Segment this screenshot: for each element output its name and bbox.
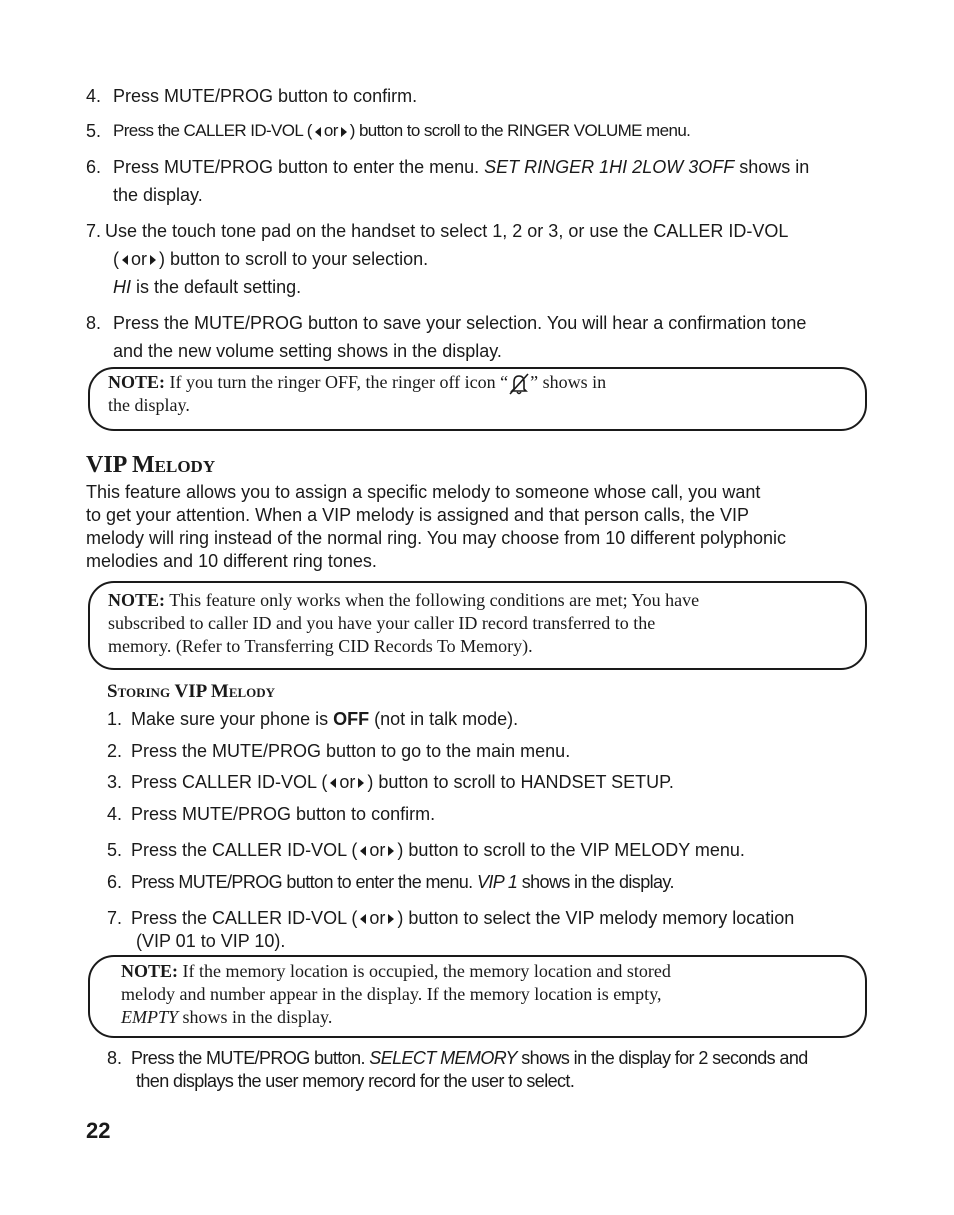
step-text: Press CALLER ID-VOL ( or ) button to scroll to HANDSET SETUP.: [131, 772, 674, 792]
paragraph-line: This feature allows you to assign a specific melody to someone whose call, you want: [86, 482, 761, 502]
step-number: 7.: [107, 908, 123, 928]
paragraph-line: to get your attention. When a VIP melody is assigned and that person calls, the VIP: [86, 505, 750, 525]
paragraph-line: melodies and 10 different ring tones.: [86, 551, 377, 571]
note-text: NOTE: If you turn the ringer OFF, the ringer off icon “ ” shows in: [108, 371, 606, 396]
ringer-off-icon: [508, 372, 530, 396]
step-number: 6.: [107, 872, 123, 892]
page-number: 22: [86, 1118, 111, 1143]
step-text-continued: and the new volume setting shows in the display.: [113, 341, 502, 361]
step-text: Press the MUTE/PROG button to save your selection. You will hear a confirmation tone: [113, 313, 807, 333]
left-arrow-icon: [360, 846, 366, 856]
step-number: 2.: [107, 741, 123, 761]
step-text: Press the CALLER ID-VOL ( or ) button to scroll to the RINGER VOLUME menu.: [113, 121, 691, 140]
step-number: 6.: [86, 157, 102, 177]
section-heading: VIP Melody: [86, 452, 216, 478]
step-text: Press MUTE/PROG button to confirm.: [113, 86, 418, 106]
step-text: Press MUTE/PROG button to enter the menu. VIP 1 shows in the display.: [131, 872, 674, 892]
step-number: 7.: [86, 221, 102, 241]
note-text-continued: memory. (Refer to Transferring CID Records To Memory).: [108, 636, 533, 656]
step-number: 4.: [107, 804, 123, 824]
note-text-continued: subscribed to caller ID and you have your caller ID record transferred to the: [108, 613, 656, 633]
step-text: Press the CALLER ID-VOL ( or ) button to select the VIP melody memory location: [131, 908, 795, 928]
note-text-continued: melody and number appear in the display. If the memory location is empty,: [121, 984, 662, 1004]
step-text-continued: (VIP 01 to VIP 10).: [136, 931, 286, 951]
step-text: Press MUTE/PROG button to confirm.: [131, 804, 436, 824]
step-number: 1.: [107, 709, 123, 729]
step-text-continued: then displays the user memory record for the user to select.: [136, 1071, 575, 1091]
step-text: Use the touch tone pad on the handset to select 1, 2 or 3, or use the CALLER ID-VOL: [105, 221, 789, 241]
step-text-continued: ( or ) button to scroll to your selection.: [113, 249, 429, 269]
note-text: NOTE: If the memory location is occupied, the memory location and stored: [121, 961, 671, 981]
step-text: Press MUTE/PROG button to enter the menu. SET RINGER 1HI 2LOW 3OFF shows in: [113, 157, 810, 177]
step-text-continued: the display.: [113, 185, 203, 205]
step-text: Make sure your phone is OFF (not in talk mode).: [131, 709, 519, 729]
subsection-heading: Storing VIP Melody: [107, 681, 276, 702]
left-arrow-icon: [330, 778, 336, 788]
step-number: 5.: [107, 840, 123, 860]
right-arrow-icon: [150, 255, 156, 265]
left-arrow-icon: [122, 255, 128, 265]
step-text: Press the CALLER ID-VOL ( or ) button to scroll to the VIP MELODY menu.: [131, 840, 745, 860]
right-arrow-icon: [358, 778, 364, 788]
right-arrow-icon: [388, 914, 394, 924]
step-number: 5.: [86, 121, 102, 141]
step-number: 3.: [107, 772, 123, 792]
step-number: 4.: [86, 86, 102, 106]
step-text-continued: HI is the default setting.: [113, 277, 302, 297]
step-text: Press the MUTE/PROG button to go to the main menu.: [131, 741, 571, 761]
note-text: NOTE: This feature only works when the following conditions are met; You have: [108, 590, 700, 610]
step-number: 8.: [107, 1048, 123, 1068]
left-arrow-icon: [315, 127, 321, 137]
note-text-continued: the display.: [108, 395, 190, 415]
left-arrow-icon: [360, 914, 366, 924]
step-text: Press the MUTE/PROG button. SELECT MEMORY shows in the display for 2 seconds and: [131, 1048, 808, 1068]
right-arrow-icon: [388, 846, 394, 856]
paragraph-line: melody will ring instead of the normal ring. You may choose from 10 different polyphonic: [86, 528, 787, 548]
right-arrow-icon: [341, 127, 347, 137]
note-text-continued: EMPTY shows in the display.: [121, 1007, 333, 1027]
step-number: 8.: [86, 313, 102, 333]
